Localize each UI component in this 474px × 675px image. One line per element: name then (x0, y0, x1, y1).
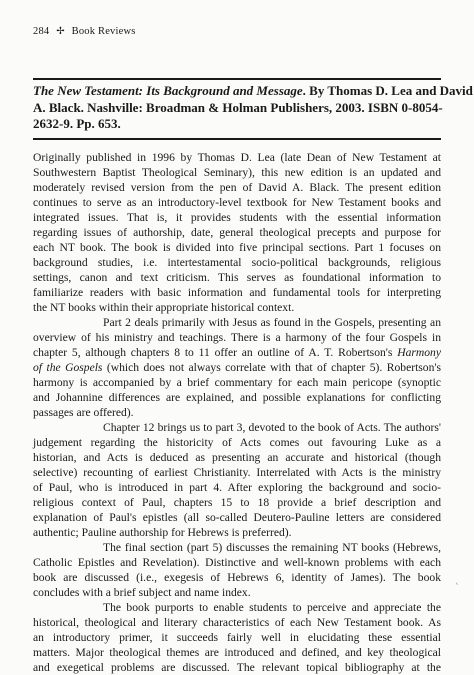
paragraph-3 (33, 420, 441, 540)
text-line: authentic; Pauline authorship for Hebrews is preferred). (33, 526, 292, 539)
text-line: The book purports to enable students to perceive and appreciate the (103, 601, 441, 614)
citation-top-rule (33, 78, 441, 80)
paragraph-5 (33, 600, 441, 675)
text-line: each NT book. The book is divided into five principal sections. Part 1 focuses on (33, 241, 441, 254)
paragraph-1 (33, 150, 441, 315)
cited-work-title: of the Gospels (33, 361, 103, 374)
book-title: The New Testament: Its Background and Message (33, 83, 303, 98)
text-line: background studies, i.e. intertestamental socio-political backgrounds, religious (33, 256, 441, 269)
book-citation (33, 83, 473, 133)
paragraph-4 (33, 540, 441, 600)
text-line: book are discussed (i.e., exegesis of Hebrews 6, identity of James). The book (33, 571, 441, 584)
text-line: selective) recounting of earliest Christianity. Interrelated with Acts is the ministry (33, 466, 441, 479)
text-line: judgement regarding the historicity of Acts comes out favouring Luke as a (33, 436, 441, 449)
text-line: an introductory primer, it succeeds fairly well in elucidating these essential (33, 631, 441, 644)
text-line: regarding issues of authorship, date, general theological precepts and purpose for (33, 226, 441, 239)
text-line: Southwestern Baptist Theological Seminary), this new edition is an updated and (33, 166, 441, 179)
text-line: religious context of Paul, chapters 15 to 18 provide a brief description and (33, 496, 441, 509)
text-line: Originally published in 1996 by Thomas D. Lea (late Dean of New Testament at (33, 151, 441, 164)
text-line: integrated issues. That is, it provides students with the essential information (33, 211, 441, 224)
text-line: concludes with a brief subject and name index. (33, 586, 251, 599)
running-head (33, 26, 136, 37)
citation-line-1: The New Testament: Its Background and Message. By Thomas D. Lea and David (33, 83, 473, 98)
citation-line-2: A. Black. Nashville: Broadman & Holman Publishers, 2003. ISBN 0-8054- (33, 99, 443, 115)
text-line: historical, theological and literary characteristics of each New Testament book. As (33, 616, 441, 629)
citation-line-3: 2632-9. Pp. 653. (33, 116, 121, 131)
text-line: overview of his ministry and teachings. There is a harmony of the four Gospels in (33, 331, 441, 344)
text-line: Catholic Epistles and Revelation). Distinctive and well-known problems with each (33, 556, 441, 569)
text-line: of Paul, who is introduced in part 4. After exploring the background and socio- (33, 481, 441, 494)
text-line: the NT books within their appropriate historical context. (33, 301, 295, 314)
section-title: Book Reviews (71, 26, 136, 37)
cited-work-title: Harmony (397, 346, 441, 359)
text-line: harmony is accompanied by a brief commentary for each main pericope (synoptic (33, 376, 441, 389)
text-line: historian, and Acts is deduced as presenting an accurate and historical (though (33, 451, 441, 464)
text-line: matters. Major theological themes are introduced and defined, and key theological (33, 646, 441, 659)
review-body (33, 150, 441, 675)
text-line: The final section (part 5) discusses the remaining NT books (Hebrews, (103, 541, 441, 554)
text-line: settings, canon and text criticism. This serves as foundational information to (33, 271, 441, 284)
text-line: continues to serve as an introductory-level textbook for New Testament books and (33, 196, 441, 209)
paragraph-2 (33, 315, 441, 420)
text-line: Chapter 12 brings us to part 3, devoted to the book of Acts. The authors' (103, 421, 441, 434)
text-line: moderately revised version from the pen of David A. Black. The present edition (33, 181, 441, 194)
citation-bottom-rule (33, 138, 441, 140)
margin-mark: ˛ (456, 576, 459, 585)
ornament-separator: ✢ (56, 26, 65, 37)
text-line: and exegetical problems are discussed. The relevant topical bibliography at the (33, 661, 441, 674)
text-line: explanation of Paul's epistles (all so-called Deutero-Pauline letters are considered (33, 511, 441, 524)
text-line: Part 2 deals primarily with Jesus as found in the Gospels, presenting an (103, 316, 441, 329)
text-line: and Johannine differences are explained, and possible explanations for conflicting (33, 391, 441, 404)
text-line: passages are offered). (33, 406, 134, 419)
text-line: of the Gospels (which does not always correlate with that of chapter 5). Robertson's (33, 361, 442, 374)
text-line: chapter 5, although chapters 8 to 11 offer an outline of A. T. Robertson's Harmony (33, 346, 441, 359)
page-number: 284 (33, 26, 50, 37)
text-line: familiarize readers with basic information and fundamental tools for interpreting (33, 286, 441, 299)
